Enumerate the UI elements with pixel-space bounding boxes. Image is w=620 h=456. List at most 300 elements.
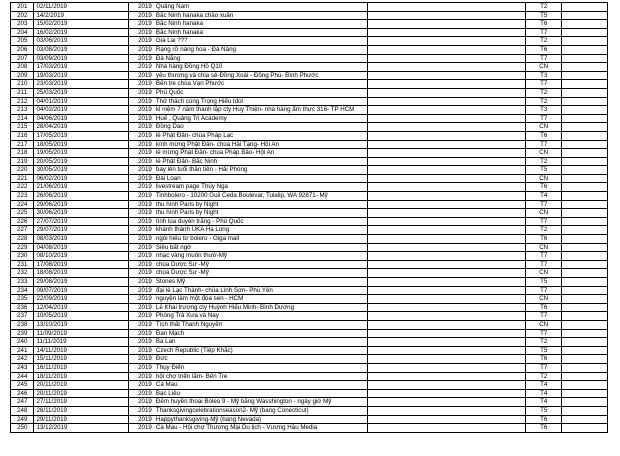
event-name-cell[interactable]: Bến tre chùa Vạn Phước (154, 80, 368, 89)
year-cell[interactable]: 2019 (129, 338, 154, 347)
empty-cell[interactable] (562, 88, 608, 97)
date-cell[interactable]: 15/11/2019 (34, 355, 129, 364)
empty-cell[interactable] (368, 28, 526, 37)
row-number-cell[interactable]: 207 (11, 54, 34, 63)
event-name-cell[interactable]: Bắc Ninh hanaka chào xuân (154, 11, 368, 20)
event-name-cell[interactable]: Phú Quốc (154, 88, 368, 97)
empty-cell[interactable] (368, 20, 526, 29)
weekday-cell[interactable]: CN (526, 269, 562, 278)
empty-cell[interactable] (562, 63, 608, 72)
weekday-cell[interactable]: T7 (526, 54, 562, 63)
empty-cell[interactable] (562, 415, 608, 424)
date-cell[interactable]: 03/09/2019 (34, 54, 129, 63)
year-cell[interactable]: 2019 (129, 329, 154, 338)
year-cell[interactable]: 2019 (129, 71, 154, 80)
year-cell[interactable]: 2019 (129, 3, 154, 12)
year-cell[interactable]: 2019 (129, 303, 154, 312)
empty-cell[interactable] (368, 3, 526, 12)
row-number-cell[interactable]: 226 (11, 217, 34, 226)
row-number-cell[interactable]: 221 (11, 174, 34, 183)
weekday-cell[interactable]: T6 (526, 235, 562, 244)
empty-cell[interactable] (368, 355, 526, 364)
event-name-cell[interactable]: Thử thách cùng Trọng Hiếu Idol (154, 97, 368, 106)
event-name-cell[interactable]: Đồng Dao (154, 123, 368, 132)
date-cell[interactable]: 08/10/2019 (34, 252, 129, 261)
event-name-cell[interactable]: khánh thành UKA Hạ Long (154, 226, 368, 235)
date-cell[interactable]: 22/09/2019 (34, 295, 129, 304)
row-number-cell[interactable]: 238 (11, 320, 34, 329)
empty-cell[interactable] (562, 381, 608, 390)
year-cell[interactable]: 2019 (129, 63, 154, 72)
date-cell[interactable]: 30/06/2019 (34, 209, 129, 218)
year-cell[interactable]: 2019 (129, 269, 154, 278)
year-cell[interactable]: 2019 (129, 11, 154, 20)
weekday-cell[interactable]: T5 (526, 11, 562, 20)
empty-cell[interactable] (562, 149, 608, 158)
empty-cell[interactable] (562, 174, 608, 183)
date-cell[interactable]: 03/06/2019 (34, 37, 129, 46)
year-cell[interactable]: 2019 (129, 415, 154, 424)
event-name-cell[interactable]: tình lúa duyên trăng - Phú Quốc (154, 217, 368, 226)
empty-cell[interactable] (562, 338, 608, 347)
year-cell[interactable]: 2019 (129, 406, 154, 415)
event-name-cell[interactable]: thu hình Paris by Night (154, 200, 368, 209)
empty-cell[interactable] (562, 295, 608, 304)
event-name-cell[interactable]: kính mừng Phật Đản- chùa Hải Tạng- Hội An (154, 140, 368, 149)
date-cell[interactable]: 30/05/2019 (34, 166, 129, 175)
empty-cell[interactable] (368, 54, 526, 63)
empty-cell[interactable] (368, 346, 526, 355)
empty-cell[interactable] (368, 295, 526, 304)
weekday-cell[interactable]: T7 (526, 312, 562, 321)
empty-cell[interactable] (562, 54, 608, 63)
date-cell[interactable]: 10/05/2019 (34, 312, 129, 321)
year-cell[interactable]: 2019 (129, 278, 154, 287)
event-name-cell[interactable]: Cà Mau - Hội chợ Thương Mại Du lịch - Vương Hậu Media (154, 424, 368, 433)
row-number-cell[interactable]: 223 (11, 192, 34, 201)
date-cell[interactable]: 26/06/2019 (34, 192, 129, 201)
date-cell[interactable]: 08/03/2019 (34, 235, 129, 244)
year-cell[interactable]: 2019 (129, 243, 154, 252)
weekday-cell[interactable]: T2 (526, 97, 562, 106)
event-name-cell[interactable]: Tích thất Thanh Nguyên (154, 320, 368, 329)
row-number-cell[interactable]: 206 (11, 45, 34, 54)
year-cell[interactable]: 2019 (129, 424, 154, 433)
year-cell[interactable]: 2019 (129, 295, 154, 304)
empty-cell[interactable] (368, 80, 526, 89)
empty-cell[interactable] (562, 11, 608, 20)
date-cell[interactable]: 21/06/2019 (34, 183, 129, 192)
date-cell[interactable]: 13/12/2019 (34, 424, 129, 433)
empty-cell[interactable] (368, 252, 526, 261)
event-name-cell[interactable]: thu hình Paris by Night (154, 209, 368, 218)
weekday-cell[interactable]: T6 (526, 45, 562, 54)
empty-cell[interactable] (368, 88, 526, 97)
row-number-cell[interactable]: 213 (11, 106, 34, 115)
row-number-cell[interactable]: 233 (11, 278, 34, 287)
year-cell[interactable]: 2019 (129, 106, 154, 115)
year-cell[interactable]: 2019 (129, 114, 154, 123)
row-number-cell[interactable]: 216 (11, 131, 34, 140)
weekday-cell[interactable]: T7 (526, 80, 562, 89)
date-cell[interactable]: 17/05/2019 (34, 131, 129, 140)
empty-cell[interactable] (562, 123, 608, 132)
event-name-cell[interactable]: Huế , Quảng Trị Academy (154, 114, 368, 123)
empty-cell[interactable] (368, 243, 526, 252)
weekday-cell[interactable]: T3 (526, 71, 562, 80)
event-name-cell[interactable]: Tinhbolero - 10200 Guil Ceda Boulevar, Tulalip, WA 92871- Mỹ (154, 192, 368, 201)
year-cell[interactable]: 2019 (129, 286, 154, 295)
weekday-cell[interactable]: T6 (526, 415, 562, 424)
empty-cell[interactable] (368, 149, 526, 158)
empty-cell[interactable] (562, 157, 608, 166)
empty-cell[interactable] (368, 71, 526, 80)
empty-cell[interactable] (368, 269, 526, 278)
year-cell[interactable]: 2019 (129, 37, 154, 46)
empty-cell[interactable] (562, 278, 608, 287)
date-cell[interactable]: 06/02/2019 (34, 174, 129, 183)
year-cell[interactable]: 2019 (129, 149, 154, 158)
weekday-cell[interactable]: T2 (526, 88, 562, 97)
empty-cell[interactable] (368, 278, 526, 287)
year-cell[interactable]: 2019 (129, 166, 154, 175)
weekday-cell[interactable]: T6 (526, 303, 562, 312)
date-cell[interactable]: 20/11/2019 (34, 389, 129, 398)
empty-cell[interactable] (562, 424, 608, 433)
row-number-cell[interactable]: 234 (11, 286, 34, 295)
date-cell[interactable]: 04/08/2019 (34, 243, 129, 252)
empty-cell[interactable] (562, 260, 608, 269)
date-cell[interactable]: 20/11/2019 (34, 381, 129, 390)
empty-cell[interactable] (562, 200, 608, 209)
date-cell[interactable]: 18/11/2019 (34, 372, 129, 381)
date-cell[interactable]: 04/01/2019 (34, 97, 129, 106)
event-name-cell[interactable]: nguyện làm một đóa sen - HCM (154, 295, 368, 304)
date-cell[interactable]: 17/03/2019 (34, 63, 129, 72)
empty-cell[interactable] (368, 192, 526, 201)
empty-cell[interactable] (562, 406, 608, 415)
year-cell[interactable]: 2019 (129, 54, 154, 63)
empty-cell[interactable] (368, 11, 526, 20)
weekday-cell[interactable]: T5 (526, 406, 562, 415)
empty-cell[interactable] (368, 97, 526, 106)
empty-cell[interactable] (562, 140, 608, 149)
row-number-cell[interactable]: 211 (11, 88, 34, 97)
event-name-cell[interactable]: hội chợ triển lãm- Bến Tre (154, 372, 368, 381)
row-number-cell[interactable]: 209 (11, 71, 34, 80)
event-name-cell[interactable]: Đài Loan (154, 174, 368, 183)
row-number-cell[interactable]: 237 (11, 312, 34, 321)
year-cell[interactable]: 2019 (129, 381, 154, 390)
empty-cell[interactable] (562, 372, 608, 381)
empty-cell[interactable] (368, 389, 526, 398)
empty-cell[interactable] (368, 260, 526, 269)
row-number-cell[interactable]: 217 (11, 140, 34, 149)
row-number-cell[interactable]: 244 (11, 372, 34, 381)
empty-cell[interactable] (368, 286, 526, 295)
weekday-cell[interactable]: T5 (526, 166, 562, 175)
row-number-cell[interactable]: 228 (11, 235, 34, 244)
date-cell[interactable]: 29/06/2019 (34, 200, 129, 209)
empty-cell[interactable] (562, 217, 608, 226)
event-name-cell[interactable]: bay lên tuổi thần tiên - Hải Phòng (154, 166, 368, 175)
date-cell[interactable]: 20/05/2019 (34, 157, 129, 166)
empty-cell[interactable] (562, 398, 608, 407)
row-number-cell[interactable]: 214 (11, 114, 34, 123)
weekday-cell[interactable]: CN (526, 209, 562, 218)
year-cell[interactable]: 2019 (129, 226, 154, 235)
row-number-cell[interactable]: 242 (11, 355, 34, 364)
weekday-cell[interactable]: CN (526, 243, 562, 252)
event-name-cell[interactable]: Stones Mỹ (154, 278, 368, 287)
date-cell[interactable]: 14/2/2019 (34, 11, 129, 20)
weekday-cell[interactable]: T7 (526, 260, 562, 269)
weekday-cell[interactable]: T7 (526, 329, 562, 338)
weekday-cell[interactable]: T4 (526, 398, 562, 407)
empty-cell[interactable] (562, 183, 608, 192)
year-cell[interactable]: 2019 (129, 157, 154, 166)
empty-cell[interactable] (562, 3, 608, 12)
event-name-cell[interactable]: nhạc vàng muôn thưở-Mỹ (154, 252, 368, 261)
date-cell[interactable]: 11/11/2019 (34, 338, 129, 347)
empty-cell[interactable] (368, 140, 526, 149)
empty-cell[interactable] (562, 71, 608, 80)
year-cell[interactable]: 2019 (129, 355, 154, 364)
date-cell[interactable]: 29/07/2019 (34, 226, 129, 235)
row-number-cell[interactable]: 205 (11, 37, 34, 46)
date-cell[interactable]: 16/11/2019 (34, 363, 129, 372)
date-cell[interactable]: 14/11/2019 (34, 346, 129, 355)
date-cell[interactable]: 29/11/2019 (34, 415, 129, 424)
year-cell[interactable]: 2019 (129, 217, 154, 226)
empty-cell[interactable] (562, 329, 608, 338)
row-number-cell[interactable]: 208 (11, 63, 34, 72)
year-cell[interactable]: 2019 (129, 140, 154, 149)
row-number-cell[interactable]: 231 (11, 260, 34, 269)
event-name-cell[interactable]: Thanksgivingcelebrationseason2- Mỹ (bang Conecticut) (154, 406, 368, 415)
event-name-cell[interactable]: lễ Phật Đản- chùa Pháp Lạc (154, 131, 368, 140)
empty-cell[interactable] (368, 209, 526, 218)
row-number-cell[interactable]: 210 (11, 80, 34, 89)
event-name-cell[interactable]: Quảng Nam (154, 3, 368, 12)
weekday-cell[interactable]: CN (526, 123, 562, 132)
empty-cell[interactable] (562, 269, 608, 278)
weekday-cell[interactable]: T6 (526, 355, 562, 364)
empty-cell[interactable] (368, 123, 526, 132)
event-name-cell[interactable]: Nhà hàng Đồng Hồ Q10 (154, 63, 368, 72)
row-number-cell[interactable]: 241 (11, 346, 34, 355)
row-number-cell[interactable]: 239 (11, 329, 34, 338)
weekday-cell[interactable]: T6 (526, 20, 562, 29)
event-name-cell[interactable]: Thụy Điển (154, 363, 368, 372)
weekday-cell[interactable]: T2 (526, 372, 562, 381)
row-number-cell[interactable]: 227 (11, 226, 34, 235)
row-number-cell[interactable]: 222 (11, 183, 34, 192)
row-number-cell[interactable]: 230 (11, 252, 34, 261)
empty-cell[interactable] (562, 389, 608, 398)
event-name-cell[interactable]: Siêu bất ngờ (154, 243, 368, 252)
year-cell[interactable]: 2019 (129, 174, 154, 183)
event-name-cell[interactable]: chùa Dược Sư -Mỹ (154, 260, 368, 269)
year-cell[interactable]: 2019 (129, 183, 154, 192)
row-number-cell[interactable]: 203 (11, 20, 34, 29)
empty-cell[interactable] (562, 192, 608, 201)
date-cell[interactable]: 16/02/2019 (34, 28, 129, 37)
row-number-cell[interactable]: 220 (11, 166, 34, 175)
weekday-cell[interactable]: T7 (526, 140, 562, 149)
row-number-cell[interactable]: 236 (11, 303, 34, 312)
year-cell[interactable]: 2019 (129, 209, 154, 218)
row-number-cell[interactable]: 232 (11, 269, 34, 278)
empty-cell[interactable] (562, 45, 608, 54)
empty-cell[interactable] (368, 398, 526, 407)
empty-cell[interactable] (562, 20, 608, 29)
weekday-cell[interactable]: T5 (526, 346, 562, 355)
empty-cell[interactable] (368, 235, 526, 244)
event-name-cell[interactable]: yêu thương và chia sẻ-Đồng Xoài - Đồng Phú- Bình Phước (154, 71, 368, 80)
empty-cell[interactable] (562, 346, 608, 355)
year-cell[interactable]: 2019 (129, 28, 154, 37)
empty-cell[interactable] (562, 243, 608, 252)
date-cell[interactable]: 28/11/2019 (34, 406, 129, 415)
empty-cell[interactable] (368, 174, 526, 183)
event-name-cell[interactable]: Lễ Khai trương cty Huỳnh Hiếu Minh- Bình Dương (154, 303, 368, 312)
row-number-cell[interactable]: 215 (11, 123, 34, 132)
weekday-cell[interactable]: T7 (526, 28, 562, 37)
event-name-cell[interactable]: Phòng Trà Xưa và Nay (154, 312, 368, 321)
empty-cell[interactable] (368, 217, 526, 226)
row-number-cell[interactable]: 202 (11, 11, 34, 20)
empty-cell[interactable] (562, 97, 608, 106)
event-name-cell[interactable]: Czech Republic (Tiệp Khắc) (154, 346, 368, 355)
row-number-cell[interactable]: 248 (11, 406, 34, 415)
empty-cell[interactable] (368, 226, 526, 235)
row-number-cell[interactable]: 225 (11, 209, 34, 218)
date-cell[interactable]: 18/08/2019 (34, 269, 129, 278)
date-cell[interactable]: 17/08/2019 (34, 260, 129, 269)
date-cell[interactable]: 29/08/2019 (34, 278, 129, 287)
empty-cell[interactable] (562, 252, 608, 261)
empty-cell[interactable] (368, 406, 526, 415)
date-cell[interactable]: 13/10/2019 (34, 320, 129, 329)
year-cell[interactable]: 2019 (129, 372, 154, 381)
empty-cell[interactable] (368, 166, 526, 175)
year-cell[interactable]: 2019 (129, 398, 154, 407)
empty-cell[interactable] (368, 415, 526, 424)
weekday-cell[interactable]: T2 (526, 226, 562, 235)
event-name-cell[interactable]: lễ mừng Phật Đản- chùa Pháp Bảo- Hội An (154, 149, 368, 158)
event-name-cell[interactable]: Đan Mạch (154, 329, 368, 338)
empty-cell[interactable] (368, 320, 526, 329)
empty-cell[interactable] (368, 381, 526, 390)
year-cell[interactable]: 2019 (129, 252, 154, 261)
row-number-cell[interactable]: 235 (11, 295, 34, 304)
weekday-cell[interactable]: T2 (526, 3, 562, 12)
weekday-cell[interactable]: T7 (526, 363, 562, 372)
weekday-cell[interactable]: T6 (526, 424, 562, 433)
empty-cell[interactable] (562, 355, 608, 364)
weekday-cell[interactable]: T7 (526, 286, 562, 295)
year-cell[interactable]: 2019 (129, 45, 154, 54)
date-cell[interactable]: 02/11/2019 (34, 3, 129, 12)
event-name-cell[interactable]: Bắc Ninh hanaka (154, 20, 368, 29)
year-cell[interactable]: 2019 (129, 200, 154, 209)
row-number-cell[interactable]: 249 (11, 415, 34, 424)
empty-cell[interactable] (368, 45, 526, 54)
weekday-cell[interactable]: T4 (526, 389, 562, 398)
weekday-cell[interactable]: T2 (526, 338, 562, 347)
empty-cell[interactable] (368, 303, 526, 312)
weekday-cell[interactable]: T7 (526, 200, 562, 209)
empty-cell[interactable] (562, 131, 608, 140)
empty-cell[interactable] (562, 37, 608, 46)
weekday-cell[interactable]: T3 (526, 106, 562, 115)
weekday-cell[interactable]: T6 (526, 131, 562, 140)
empty-cell[interactable] (562, 226, 608, 235)
event-name-cell[interactable]: chùa Dược Sư -Mỹ (154, 269, 368, 278)
date-cell[interactable]: 11/09/2019 (34, 329, 129, 338)
weekday-cell[interactable]: T7 (526, 114, 562, 123)
year-cell[interactable]: 2019 (129, 131, 154, 140)
row-number-cell[interactable]: 201 (11, 3, 34, 12)
empty-cell[interactable] (368, 63, 526, 72)
event-name-cell[interactable]: đại lễ Lạc Thành- chùa Linh Sơn- Phù Yên (154, 286, 368, 295)
year-cell[interactable]: 2019 (129, 123, 154, 132)
date-cell[interactable]: 28/04/2019 (34, 123, 129, 132)
event-name-cell[interactable]: ngôi hiếu từ bolero - Giga mall (154, 235, 368, 244)
date-cell[interactable]: 18/05/2019 (34, 140, 129, 149)
event-name-cell[interactable]: Bạc Liêu (154, 389, 368, 398)
event-name-cell[interactable]: Bắc Ninh hanaka (154, 28, 368, 37)
empty-cell[interactable] (562, 235, 608, 244)
date-cell[interactable]: 27/07/2019 (34, 217, 129, 226)
empty-cell[interactable] (368, 131, 526, 140)
date-cell[interactable]: 19/05/2019 (34, 149, 129, 158)
date-cell[interactable]: 19/03/2019 (34, 71, 129, 80)
empty-cell[interactable] (562, 114, 608, 123)
empty-cell[interactable] (368, 114, 526, 123)
event-name-cell[interactable]: Gia Lai ??? (154, 37, 368, 46)
weekday-cell[interactable]: T7 (526, 252, 562, 261)
year-cell[interactable]: 2019 (129, 235, 154, 244)
row-number-cell[interactable]: 204 (11, 28, 34, 37)
weekday-cell[interactable]: T4 (526, 381, 562, 390)
date-cell[interactable]: 23/03/2019 (34, 80, 129, 89)
empty-cell[interactable] (368, 329, 526, 338)
row-number-cell[interactable]: 246 (11, 389, 34, 398)
row-number-cell[interactable]: 250 (11, 424, 34, 433)
row-number-cell[interactable]: 218 (11, 149, 34, 158)
year-cell[interactable]: 2019 (129, 363, 154, 372)
row-number-cell[interactable]: 224 (11, 200, 34, 209)
weekday-cell[interactable]: T6 (526, 183, 562, 192)
row-number-cell[interactable]: 219 (11, 157, 34, 166)
date-cell[interactable]: 25/03/2019 (34, 88, 129, 97)
event-name-cell[interactable]: Đà Nẵng (154, 54, 368, 63)
empty-cell[interactable] (562, 303, 608, 312)
year-cell[interactable]: 2019 (129, 389, 154, 398)
empty-cell[interactable] (562, 80, 608, 89)
year-cell[interactable]: 2019 (129, 20, 154, 29)
empty-cell[interactable] (562, 286, 608, 295)
weekday-cell[interactable]: CN (526, 149, 562, 158)
event-name-cell[interactable]: Cà Mau (154, 381, 368, 390)
year-cell[interactable]: 2019 (129, 192, 154, 201)
weekday-cell[interactable]: T4 (526, 192, 562, 201)
weekday-cell[interactable]: CN (526, 174, 562, 183)
empty-cell[interactable] (368, 157, 526, 166)
date-cell[interactable]: 04/02/2019 (34, 106, 129, 115)
